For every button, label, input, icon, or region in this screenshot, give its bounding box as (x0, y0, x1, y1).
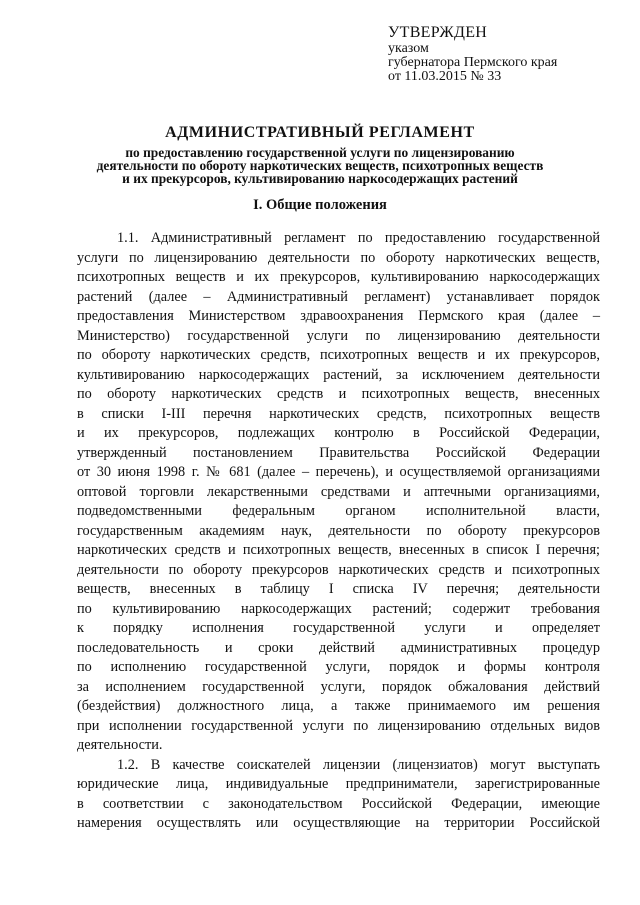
approval-line-3: от 11.03.2015 № 33 (388, 69, 502, 84)
paragraph-line: растений (далее – Административный регламент) устанавливает порядок (77, 288, 600, 305)
approval-line-2: губернатора Пермского края (388, 55, 558, 70)
paragraph-line: в соответствии с законодательством Российской Федерации, имеющие (77, 795, 600, 812)
paragraph-line: за исполнением государственной услуги, порядок обжалования действий (77, 678, 600, 695)
paragraph-line: психотропных веществ и их прекурсоров, культивированию наркосодержащих (77, 269, 600, 285)
paragraph-line: предоставления Министерством здравоохранения Пермского края (далее – (77, 308, 600, 324)
paragraph-line: деятельности. (77, 737, 163, 753)
paragraph-line: по исполнению государственной услуги, порядок и формы контроля (77, 659, 600, 675)
paragraph-line: в списки I-III перечня наркотических средств, психотропных веществ (77, 405, 600, 422)
section-heading: I. Общие положения (253, 197, 387, 213)
paragraph-line: деятельности по обороту прекурсоров наркотических средств и психотропных (77, 561, 600, 578)
approval-title: УТВЕРЖДЕН (388, 24, 488, 41)
paragraph-line: оптовой торговли лекарственными средствами и аптечными организациями, (77, 483, 600, 500)
approval-stamp (388, 24, 628, 84)
paragraph-line: по культивированию наркосодержащих растений; содержит требования (77, 600, 600, 617)
paragraph-line: (бездействия) должностного лица, а также принимаемого им решения (77, 698, 600, 714)
paragraph-line: культивированию наркосодержащих растений, за исключением деятельности (77, 366, 600, 383)
paragraph-line: государственным академиям наук, деятельности по обороту прекурсоров (77, 522, 600, 539)
body-text (77, 229, 600, 834)
subtitle-line: по предоставлению государственной услуги по лицензированию (125, 145, 515, 160)
document-subtitle (40, 146, 600, 186)
paragraph-line: по обороту наркотических средств и психотропных веществ, внесенных (77, 386, 600, 402)
document-title: АДМИНИСТРАТИВНЫЙ РЕГЛАМЕНТ (165, 124, 475, 141)
approval-line-1: указом (388, 41, 429, 56)
paragraph-line: последовательность и сроки действий административных процедур (77, 639, 600, 656)
paragraph-line: юридические лица, индивидуальные предприниматели, зарегистрированные (77, 776, 600, 792)
paragraph-line: утвержденный постановлением Правительства Российской Федерации (77, 444, 600, 461)
paragraph-line: при исполнении государственной услуги по лицензированию отдельных видов (77, 717, 600, 734)
paragraph-line: веществ, внесенных в таблицу I списка IV перечня; деятельности (77, 581, 600, 597)
paragraph-line: наркотических средств и психотропных веществ, внесенных в список I перечня; (77, 542, 600, 558)
subtitle-line: и их прекурсоров, культивированию наркосодержащих растений (122, 171, 518, 187)
paragraph-line: 1.2. В качестве соискателей лицензии (лицензиатов) могут выступать (117, 756, 600, 773)
paragraph-line: по обороту наркотических средств, психотропных веществ и их прекурсоров, (77, 347, 600, 363)
paragraph-line: подведомственными федеральным органом исполнительной власти, (77, 503, 600, 519)
paragraph-line: 1.1. Административный регламент по предоставлению государственной (117, 230, 600, 246)
subtitle-line: деятельности по обороту наркотических веществ, психотропных веществ (96, 158, 544, 174)
paragraph-line: услуги по лицензированию деятельности по обороту наркотических веществ, (77, 249, 600, 266)
paragraph-line: к порядку исполнения государственной услуги и определяет (77, 620, 600, 636)
paragraph-line: намерения осуществлять или осуществляющие на территории Российской (77, 815, 600, 831)
paragraph-line: и их прекурсоров, подлежащих контролю в Российской Федерации, (77, 425, 600, 441)
paragraph-line: от 30 июня 1998 г. № 681 (далее – перечень), и осуществляемой организациями (77, 464, 600, 480)
paragraph-line: Министерство) государственной услуги по лицензированию деятельности (77, 327, 600, 344)
